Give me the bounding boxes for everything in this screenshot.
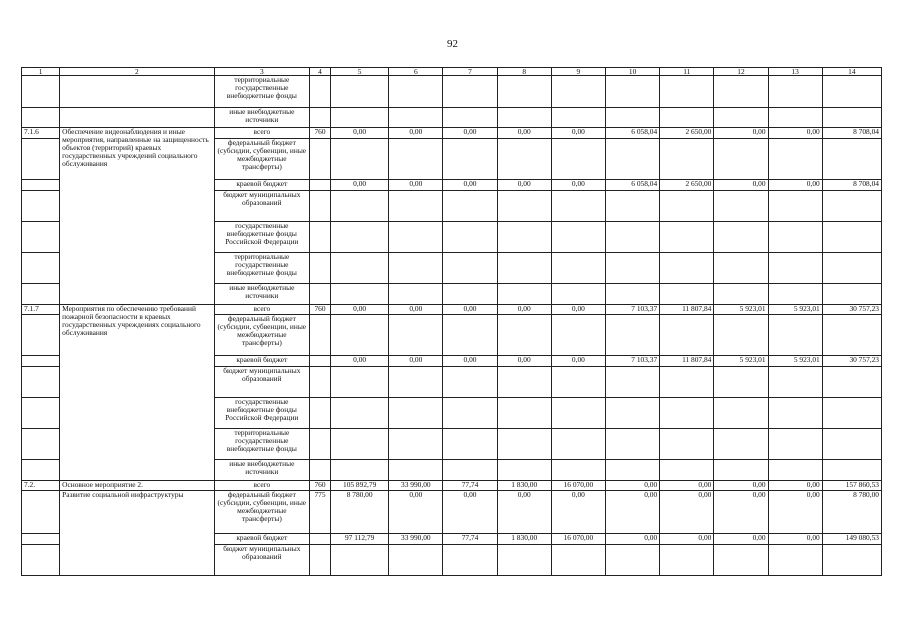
total-cell (822, 108, 881, 128)
code-cell (309, 76, 330, 108)
amount-cell (389, 108, 443, 128)
total-cell: 8 708,04 (822, 128, 881, 139)
code-cell (309, 180, 330, 191)
amount-cell: 16 070,00 (551, 481, 605, 491)
amount-cell: 1 830,00 (497, 481, 551, 491)
funding-source-cell: государственные внебюджетные фонды Российской Федерации (214, 398, 309, 429)
total-cell (822, 460, 881, 481)
amount-cell (443, 429, 497, 460)
amount-cell: 0,00 (551, 356, 605, 367)
amount-cell (497, 429, 551, 460)
total-cell: 30 757,23 (822, 305, 881, 315)
amount-cell (443, 108, 497, 128)
column-header: 10 (605, 68, 659, 76)
funding-source-cell: всего (214, 305, 309, 315)
code-cell (309, 139, 330, 180)
amount-cell (497, 253, 551, 284)
amount-cell (331, 108, 389, 128)
funding-source-cell: краевой бюджет (214, 534, 309, 545)
code-cell (309, 222, 330, 253)
total-cell (822, 545, 881, 576)
amount-cell: 6 058,04 (605, 128, 659, 139)
column-header: 13 (768, 68, 822, 76)
amount-cell: 0,00 (389, 491, 443, 534)
amount-cell: 5 923,01 (714, 305, 768, 315)
activity-name-cell (60, 108, 215, 128)
code-cell (309, 534, 330, 545)
code-cell (309, 284, 330, 305)
amount-cell (497, 76, 551, 108)
amount-cell (551, 139, 605, 180)
amount-cell (714, 429, 768, 460)
amount-cell (497, 222, 551, 253)
column-header: 4 (309, 68, 330, 76)
amount-cell (660, 191, 714, 222)
amount-cell: 0,00 (605, 534, 659, 545)
amount-cell (389, 222, 443, 253)
total-cell (822, 139, 881, 180)
amount-cell: 11 807,84 (660, 305, 714, 315)
amount-cell (605, 398, 659, 429)
amount-cell (331, 222, 389, 253)
amount-cell (660, 284, 714, 305)
amount-cell: 0,00 (768, 481, 822, 491)
row-number-cell (22, 180, 60, 191)
amount-cell (497, 108, 551, 128)
amount-cell: 0,00 (443, 305, 497, 315)
total-cell (822, 398, 881, 429)
amount-cell (551, 398, 605, 429)
amount-cell: 0,00 (331, 180, 389, 191)
amount-cell (714, 460, 768, 481)
amount-cell: 0,00 (443, 491, 497, 534)
amount-cell: 0,00 (389, 356, 443, 367)
amount-cell (331, 253, 389, 284)
amount-cell (551, 460, 605, 481)
column-header: 14 (822, 68, 881, 76)
amount-cell (497, 398, 551, 429)
amount-cell (551, 108, 605, 128)
amount-cell: 0,00 (660, 481, 714, 491)
funding-source-cell: территориальные государственные внебюджетные фонды (214, 429, 309, 460)
amount-cell (551, 222, 605, 253)
code-cell (309, 398, 330, 429)
total-cell (822, 191, 881, 222)
total-cell: 157 860,53 (822, 481, 881, 491)
amount-cell: 0,00 (605, 481, 659, 491)
activity-name-cell: Основное мероприятие 2. (60, 481, 215, 491)
table-row (22, 481, 882, 491)
amount-cell (768, 460, 822, 481)
amount-cell (389, 460, 443, 481)
code-cell: 760 (309, 305, 330, 315)
amount-cell: 0,00 (443, 128, 497, 139)
amount-cell: 0,00 (331, 305, 389, 315)
amount-cell (768, 545, 822, 576)
table-row (22, 76, 882, 108)
amount-cell: 0,00 (660, 534, 714, 545)
amount-cell: 0,00 (551, 305, 605, 315)
amount-cell: 2 650,00 (660, 180, 714, 191)
amount-cell (443, 191, 497, 222)
amount-cell (331, 284, 389, 305)
code-cell: 775 (309, 491, 330, 534)
amount-cell (331, 315, 389, 356)
total-cell (822, 253, 881, 284)
amount-cell: 0,00 (497, 491, 551, 534)
amount-cell: 0,00 (714, 180, 768, 191)
row-number-cell (22, 253, 60, 284)
total-cell (822, 367, 881, 398)
amount-cell (714, 253, 768, 284)
amount-cell: 8 780,00 (331, 491, 389, 534)
amount-cell (768, 429, 822, 460)
amount-cell (714, 222, 768, 253)
amount-cell (331, 367, 389, 398)
amount-cell (389, 367, 443, 398)
amount-cell (605, 76, 659, 108)
amount-cell (714, 191, 768, 222)
code-cell (309, 253, 330, 284)
activity-name-cell: Мероприятия по обеспечению требований пожарной безопасности в краевых государственных учреждениях социального обслуживания (60, 305, 215, 481)
row-number-cell (22, 139, 60, 180)
amount-cell (331, 545, 389, 576)
amount-cell: 0,00 (389, 305, 443, 315)
column-header: 8 (497, 68, 551, 76)
page-number: 92 (447, 38, 458, 50)
amount-cell: 7 103,37 (605, 305, 659, 315)
amount-cell (660, 545, 714, 576)
code-cell: 760 (309, 128, 330, 139)
amount-cell (389, 545, 443, 576)
amount-cell (768, 108, 822, 128)
column-header: 5 (331, 68, 389, 76)
amount-cell: 0,00 (497, 305, 551, 315)
funding-source-cell: краевой бюджет (214, 180, 309, 191)
amount-cell (551, 191, 605, 222)
amount-cell (497, 191, 551, 222)
amount-cell (331, 429, 389, 460)
total-cell: 8 708,04 (822, 180, 881, 191)
amount-cell (443, 284, 497, 305)
funding-source-cell: бюджет муниципальных образований (214, 545, 309, 576)
amount-cell: 0,00 (443, 180, 497, 191)
amount-cell (443, 222, 497, 253)
amount-cell (660, 398, 714, 429)
amount-cell: 0,00 (389, 128, 443, 139)
amount-cell (605, 191, 659, 222)
amount-cell (389, 398, 443, 429)
amount-cell: 0,00 (551, 128, 605, 139)
total-cell: 8 780,00 (822, 491, 881, 534)
row-number-cell (22, 545, 60, 576)
total-cell (822, 76, 881, 108)
amount-cell (768, 222, 822, 253)
funding-source-cell: бюджет муниципальных образований (214, 367, 309, 398)
column-header: 6 (389, 68, 443, 76)
column-header: 3 (214, 68, 309, 76)
total-cell (822, 222, 881, 253)
amount-cell (331, 139, 389, 180)
amount-cell: 0,00 (497, 356, 551, 367)
code-cell (309, 545, 330, 576)
amount-cell (714, 139, 768, 180)
row-number-cell (22, 429, 60, 460)
amount-cell (551, 429, 605, 460)
amount-cell: 0,00 (768, 534, 822, 545)
amount-cell (605, 545, 659, 576)
amount-cell: 0,00 (389, 180, 443, 191)
amount-cell (497, 367, 551, 398)
amount-cell (443, 315, 497, 356)
amount-cell (605, 460, 659, 481)
amount-cell (768, 191, 822, 222)
column-header: 11 (660, 68, 714, 76)
amount-cell: 0,00 (605, 491, 659, 534)
amount-cell: 0,00 (768, 128, 822, 139)
amount-cell (768, 76, 822, 108)
row-number-cell (22, 76, 60, 108)
funding-source-cell: всего (214, 128, 309, 139)
table-row (22, 491, 882, 534)
funding-source-cell: федеральный бюджет (субсидии, субвенции, иные межбюджетные трансферты) (214, 139, 309, 180)
amount-cell: 33 990,00 (389, 481, 443, 491)
amount-cell (605, 139, 659, 180)
amount-cell: 0,00 (768, 491, 822, 534)
amount-cell (389, 315, 443, 356)
funding-source-cell: краевой бюджет (214, 356, 309, 367)
amount-cell: 0,00 (714, 491, 768, 534)
amount-cell (660, 367, 714, 398)
amount-cell: 0,00 (551, 180, 605, 191)
amount-cell: 5 923,01 (768, 305, 822, 315)
total-cell (822, 315, 881, 356)
amount-cell (497, 139, 551, 180)
row-number-cell (22, 460, 60, 481)
total-cell (822, 429, 881, 460)
amount-cell (768, 367, 822, 398)
amount-cell: 0,00 (714, 534, 768, 545)
amount-cell (660, 76, 714, 108)
column-header: 1 (22, 68, 60, 76)
amount-cell (331, 191, 389, 222)
activity-name-cell: Развитие социальной инфраструктуры (60, 491, 215, 576)
total-cell: 149 080,53 (822, 534, 881, 545)
amount-cell (443, 545, 497, 576)
amount-cell (443, 253, 497, 284)
amount-cell: 6 058,04 (605, 180, 659, 191)
row-number-cell (22, 315, 60, 356)
amount-cell (443, 139, 497, 180)
funding-source-cell: бюджет муниципальных образований (214, 191, 309, 222)
amount-cell (768, 315, 822, 356)
amount-cell (443, 398, 497, 429)
amount-cell (605, 222, 659, 253)
amount-cell (714, 108, 768, 128)
amount-cell: 0,00 (551, 491, 605, 534)
amount-cell (660, 429, 714, 460)
amount-cell (551, 76, 605, 108)
row-number-cell: 7.2. (22, 481, 60, 491)
budget-table (21, 67, 882, 576)
amount-cell (551, 315, 605, 356)
amount-cell: 16 070,00 (551, 534, 605, 545)
amount-cell (389, 76, 443, 108)
amount-cell: 0,00 (497, 180, 551, 191)
amount-cell (605, 284, 659, 305)
amount-cell: 5 923,01 (768, 356, 822, 367)
amount-cell: 0,00 (331, 356, 389, 367)
amount-cell (551, 367, 605, 398)
code-cell (309, 191, 330, 222)
amount-cell: 97 112,79 (331, 534, 389, 545)
amount-cell: 0,00 (497, 128, 551, 139)
amount-cell (389, 284, 443, 305)
row-number-cell (22, 356, 60, 367)
row-number-cell (22, 367, 60, 398)
amount-cell: 1 830,00 (497, 534, 551, 545)
amount-cell (551, 284, 605, 305)
activity-name-cell: Обеспечение видеонаблюдения и иные мероприятия, направленные на защищенность объектов (территорий) краевых государственных учреждений социального обслуживания (60, 128, 215, 305)
amount-cell (389, 191, 443, 222)
amount-cell (497, 284, 551, 305)
amount-cell (714, 315, 768, 356)
code-cell (309, 108, 330, 128)
amount-cell (389, 139, 443, 180)
row-number-cell (22, 491, 60, 534)
code-cell (309, 356, 330, 367)
amount-cell: 0,00 (660, 491, 714, 534)
funding-source-cell: федеральный бюджет (субсидии, субвенции, иные межбюджетные трансферты) (214, 491, 309, 534)
column-header: 7 (443, 68, 497, 76)
activity-name-cell (60, 76, 215, 108)
amount-cell (605, 253, 659, 284)
amount-cell (768, 398, 822, 429)
code-cell (309, 315, 330, 356)
amount-cell (605, 315, 659, 356)
amount-cell (497, 460, 551, 481)
amount-cell: 0,00 (714, 128, 768, 139)
code-cell (309, 367, 330, 398)
code-cell (309, 429, 330, 460)
amount-cell (443, 76, 497, 108)
funding-source-cell: иные внебюджетные источники (214, 108, 309, 128)
amount-cell (660, 315, 714, 356)
row-number-cell (22, 222, 60, 253)
funding-source-cell: государственные внебюджетные фонды Российской Федерации (214, 222, 309, 253)
amount-cell: 2 650,00 (660, 128, 714, 139)
amount-cell (660, 253, 714, 284)
amount-cell (714, 76, 768, 108)
amount-cell (605, 429, 659, 460)
funding-source-cell: территориальные государственные внебюджетные фонды (214, 76, 309, 108)
amount-cell (443, 460, 497, 481)
amount-cell (389, 253, 443, 284)
code-cell: 760 (309, 481, 330, 491)
amount-cell: 0,00 (443, 356, 497, 367)
funding-source-cell: федеральный бюджет (субсидии, субвенции, иные межбюджетные трансферты) (214, 315, 309, 356)
amount-cell (551, 253, 605, 284)
amount-cell (331, 76, 389, 108)
amount-cell (605, 367, 659, 398)
funding-source-cell: иные внебюджетные источники (214, 284, 309, 305)
total-cell (822, 284, 881, 305)
amount-cell (443, 367, 497, 398)
table-row (22, 108, 882, 128)
amount-cell (605, 108, 659, 128)
row-number-cell (22, 534, 60, 545)
amount-cell (714, 398, 768, 429)
amount-cell (660, 222, 714, 253)
amount-cell: 77,74 (443, 534, 497, 545)
table-row (22, 128, 882, 139)
amount-cell: 33 990,00 (389, 534, 443, 545)
code-cell (309, 460, 330, 481)
amount-cell (497, 545, 551, 576)
amount-cell (768, 139, 822, 180)
column-header: 9 (551, 68, 605, 76)
amount-cell: 0,00 (714, 481, 768, 491)
amount-cell (551, 545, 605, 576)
row-number-cell (22, 108, 60, 128)
column-header: 12 (714, 68, 768, 76)
funding-source-cell: территориальные государственные внебюджетные фонды (214, 253, 309, 284)
funding-source-cell: иные внебюджетные источники (214, 460, 309, 481)
amount-cell (660, 460, 714, 481)
row-number-cell: 7.1.6 (22, 128, 60, 139)
amount-cell: 105 892,79 (331, 481, 389, 491)
column-header: 2 (60, 68, 215, 76)
row-number-cell: 7.1.7 (22, 305, 60, 315)
amount-cell: 0,00 (331, 128, 389, 139)
amount-cell (714, 367, 768, 398)
amount-cell (714, 284, 768, 305)
amount-cell: 11 807,84 (660, 356, 714, 367)
amount-cell: 7 103,37 (605, 356, 659, 367)
amount-cell (714, 545, 768, 576)
row-number-cell (22, 284, 60, 305)
amount-cell (660, 139, 714, 180)
funding-source-cell: всего (214, 481, 309, 491)
amount-cell: 77,74 (443, 481, 497, 491)
amount-cell: 5 923,01 (714, 356, 768, 367)
amount-cell (768, 284, 822, 305)
row-number-cell (22, 191, 60, 222)
amount-cell (660, 108, 714, 128)
column-number-row (22, 68, 882, 76)
amount-cell (331, 460, 389, 481)
amount-cell (497, 315, 551, 356)
row-number-cell (22, 398, 60, 429)
amount-cell (768, 253, 822, 284)
table-row (22, 305, 882, 315)
amount-cell (389, 429, 443, 460)
total-cell: 30 757,23 (822, 356, 881, 367)
amount-cell: 0,00 (768, 180, 822, 191)
amount-cell (331, 398, 389, 429)
